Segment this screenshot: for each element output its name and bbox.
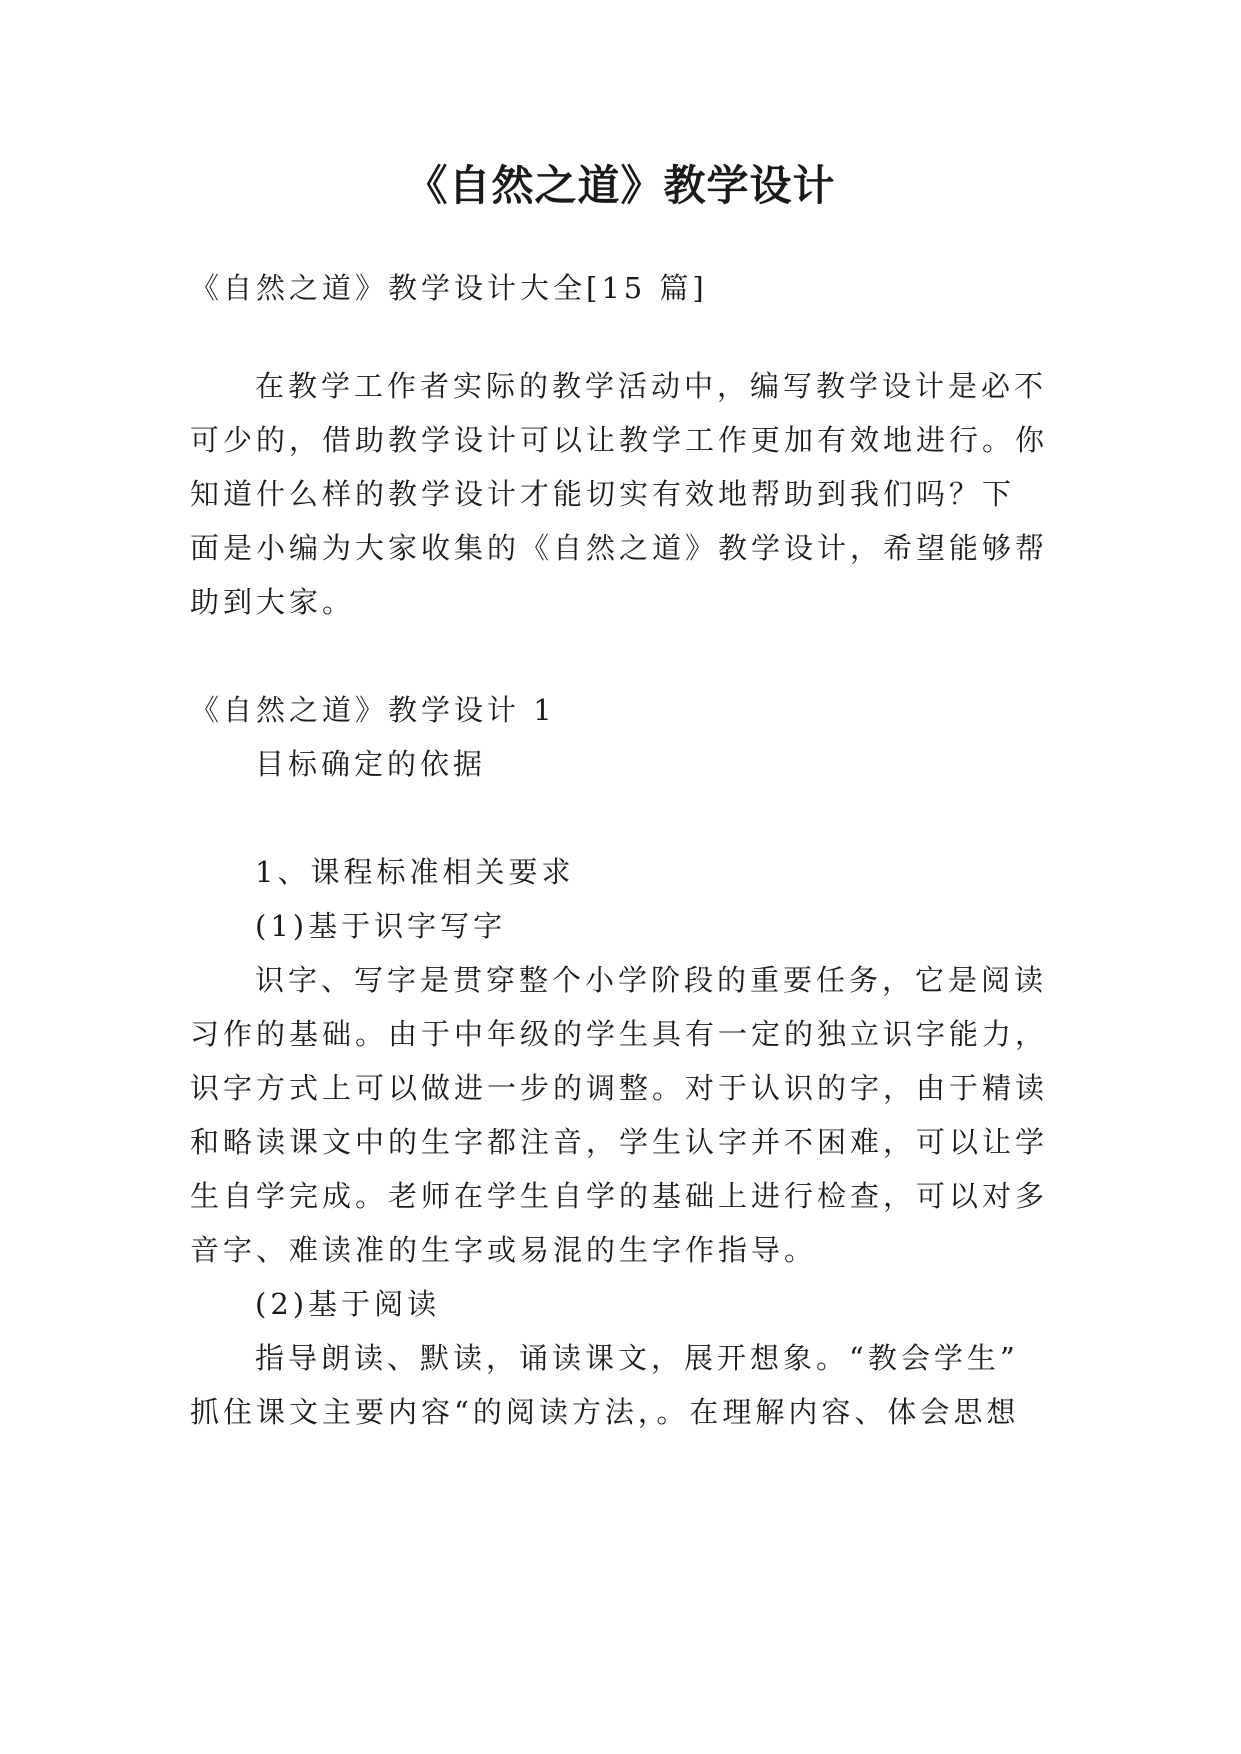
- item-1-2-heading: (2)基于阅读: [255, 1287, 441, 1321]
- intro-line-4: 面是小编为大家收集的《自然之道》教学设计，希望能够帮: [190, 531, 1049, 565]
- para-1-line-6: 音字、难读准的生字或易混的生字作指导。: [190, 1233, 818, 1267]
- intro-line-3: 知道什么样的教学设计才能切实有效地帮助到我们吗？下: [190, 477, 1016, 511]
- intro-line-5: 助到大家。: [190, 585, 356, 619]
- document-title: 《自然之道》教学设计: [405, 161, 836, 210]
- intro-line-1: 在教学工作者实际的教学活动中，编写教学设计是必不: [255, 369, 1048, 403]
- basis-heading: 目标确定的依据: [255, 747, 487, 781]
- para-1-line-1: 识字、写字是贯穿整个小学阶段的重要任务，它是阅读: [255, 963, 1048, 997]
- para-2-line-2: 抓住课文主要内容“的阅读方法，。在理解内容、体会思想: [190, 1395, 1020, 1429]
- para-1-line-4: 和略读课文中的生字都注音，学生认字并不困难，可以让学: [190, 1125, 1049, 1159]
- para-2-line-1: 指导朗读、默读，诵读课文，展开想象。“教会学生”: [255, 1341, 1019, 1375]
- para-1-line-3: 识字方式上可以做进一步的调整。对于认识的字，由于精读: [190, 1071, 1049, 1105]
- item-1-1-heading: (1)基于识字写字: [255, 909, 507, 943]
- document-subtitle: 《自然之道》教学设计大全[15 篇]: [190, 271, 708, 305]
- intro-line-2: 可少的，借助教学设计可以让教学工作更加有效地进行。你: [190, 423, 1049, 457]
- para-1-line-2: 习作的基础。由于中年级的学生具有一定的独立识字能力，: [190, 1017, 1049, 1051]
- section-heading: 《自然之道》教学设计 1: [190, 693, 556, 727]
- item-1-heading: 1、课程标准相关要求: [255, 855, 575, 889]
- para-1-line-5: 生自学完成。老师在学生自学的基础上进行检查，可以对多: [190, 1179, 1049, 1213]
